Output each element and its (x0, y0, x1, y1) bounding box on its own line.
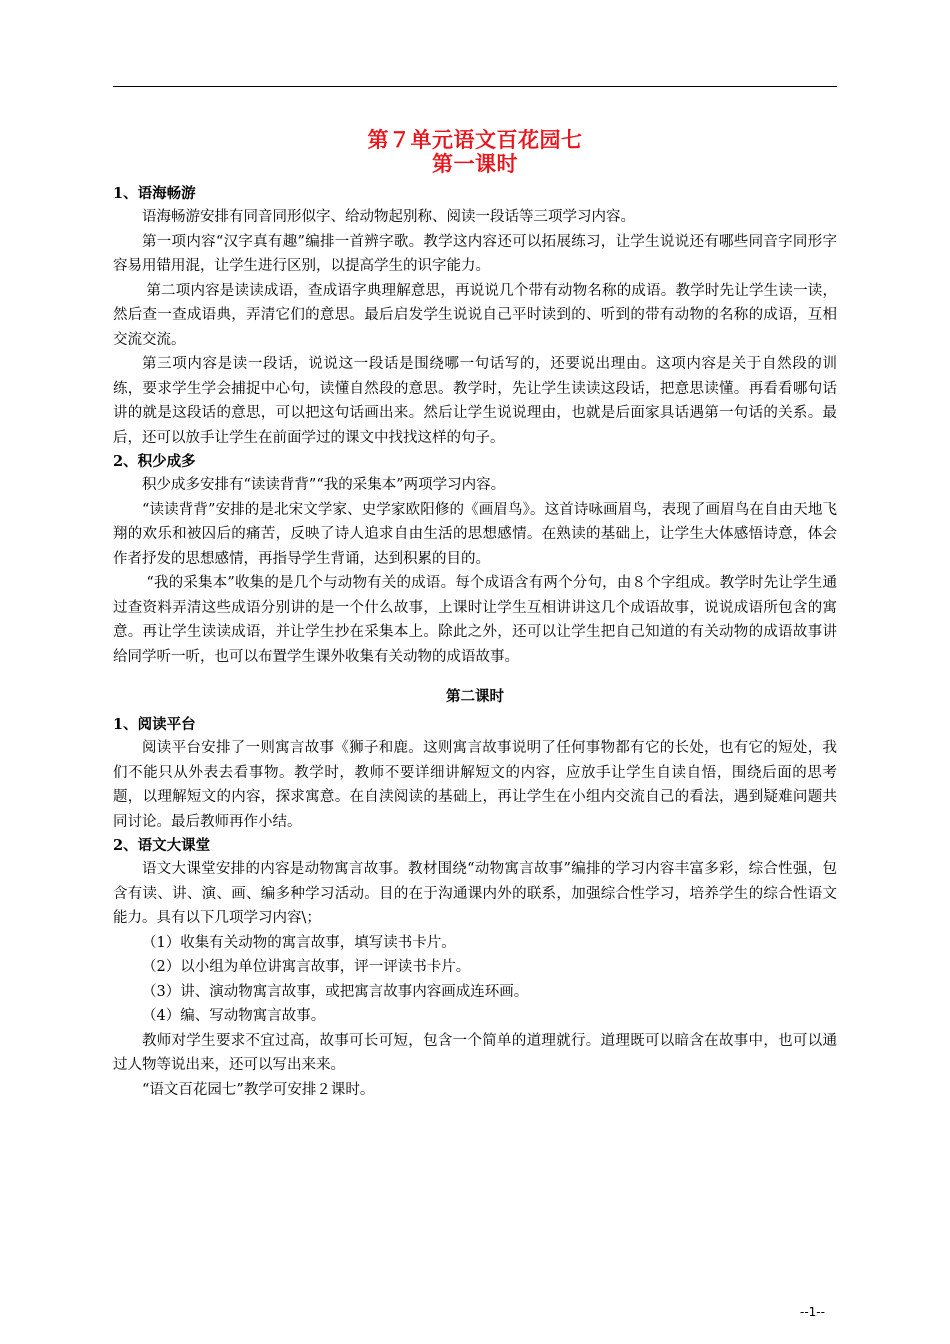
paragraph: 语文大课堂安排的内容是动物寓言故事。教材围绕“动物寓言故事”编排的学习内容丰富多彩，综合性强，包含有读、讲、演、画、编多种学习活动。目的在于沟通课内外的联系，加强综合性学习，培养学生的综合性语文能力。具有以下几项学习内容\； (113, 861, 837, 926)
list-item: （1）收集有关动物的寓言故事，填写读书卡片。 (142, 934, 456, 951)
paragraph: “读读背背”安排的是北宋文学家、史学家欧阳修的《画眉鸟》。这首诗咏画眉鸟，表现了画眉鸟在自由天地飞翔的欢乐和被囚后的痛苦，反映了诗人追求自由生活的思想感情。在熟读的基础上，让学生大体感悟诗意，体会作者抒发的思想感情，再指导学生背诵，达到积累的目的。 (113, 501, 837, 567)
paragraph: “我的采集本”收集的是几个与动物有关的成语。每个成语含有两个分句，由８个字组成。教学时先让学生通过查资料弄清这些成语分别讲的是一个什么故事，上课时让学生互相讲讲这几个成语故事，说说成语所包含的寓意。再让学生读读成语，并让学生抄在采集本上。除此之外，还可以让学生把自己知道的有关动物的成语故事讲给同学听一听，也可以布置学生课外收集有关动物的成语故事。 (113, 575, 837, 665)
list-item: （2）以小组为单位讲寓言故事，评一评读书卡片。 (142, 959, 471, 975)
section-heading: 1、语海畅游 (113, 185, 196, 202)
lesson2-title: 第二课时 (446, 688, 504, 705)
section-heading: 2、语文大课堂 (113, 837, 211, 854)
lesson1-title: 第一课时 (432, 151, 518, 176)
paragraph: 第一项内容“汉字真有趣”编排一首辨字歌。教学这内容还可以拓展练习，让学生说说还有哪些同音字同形字容易用错用混，让学生进行区别，以提高学生的识字能力。 (113, 233, 837, 274)
paragraph: 第三项内容是读一段话，说说这一段话是围绕哪一句话写的，还要说出理由。这项内容是关于自然段的训练，要求学生学会捕捉中心句，读懂自然段的意思。教学时，先让学生读读这段话，把意思读懂。再看看哪句话讲的就是这段话的意思，可以把这句话画出来。然后让学生说说理由，也就是后面家具话遇第一句话的关系。最后，还可以放手让学生在前面学过的课文中找找这样的句子。 (113, 356, 837, 446)
paragraph: 第二项内容是读读成语，查成语字典理解意思，再说说几个带有动物名称的成语。教学时先让学生读一读，然后查一查成语典，弄清它们的意思。最后启发学生说说自己平时读到的、听到的带有动物的名称的成语，互相交流交流。 (113, 282, 837, 348)
page-number: --1-- (800, 1305, 825, 1319)
paragraph: 语海畅游安排有同音同形似字、给动物起别称、阅读一段话等三项学习内容。 (142, 209, 635, 225)
paragraph: “语文百花园七”教学可安排２课时。 (142, 1081, 375, 1098)
paragraph: 积少成多安排有“读读背背”“我的采集本”两项学习内容。 (142, 477, 506, 493)
list-item: （4）编、写动物寓言故事。 (142, 1008, 326, 1024)
paragraph: 教师对学生要求不宜过高，故事可长可短，包含一个简单的道理就行。道理既可以暗含在故事中，也可以通过人物等说出来，还可以写出来来。 (113, 1032, 837, 1073)
paragraph: 阅读平台安排了一则寓言故事《狮子和鹿。这则寓言故事说明了任何事物都有它的长处，也有它的短处，我们不能只从外表去看事物。教学时，教师不要详细讲解短文的内容，应放手让学生自读自悟，围绕后面的思考题，以理解短文的内容，探求寓意。在自渎阅读的基础上，再让学生在小组内交流自己的看法，遇到疑难问题共同讨论。最后教师再作小结。 (113, 740, 837, 830)
header-rule (113, 86, 837, 87)
section-heading: 1、阅读平台 (113, 716, 196, 733)
list-item: （3）讲、演动物寓言故事，或把寓言故事内容画成连环画。 (142, 983, 529, 1000)
document-body (113, 128, 837, 1102)
doc-title: 第７单元语文百花园七 (367, 127, 583, 152)
section-heading: 2、积少成多 (113, 453, 196, 470)
